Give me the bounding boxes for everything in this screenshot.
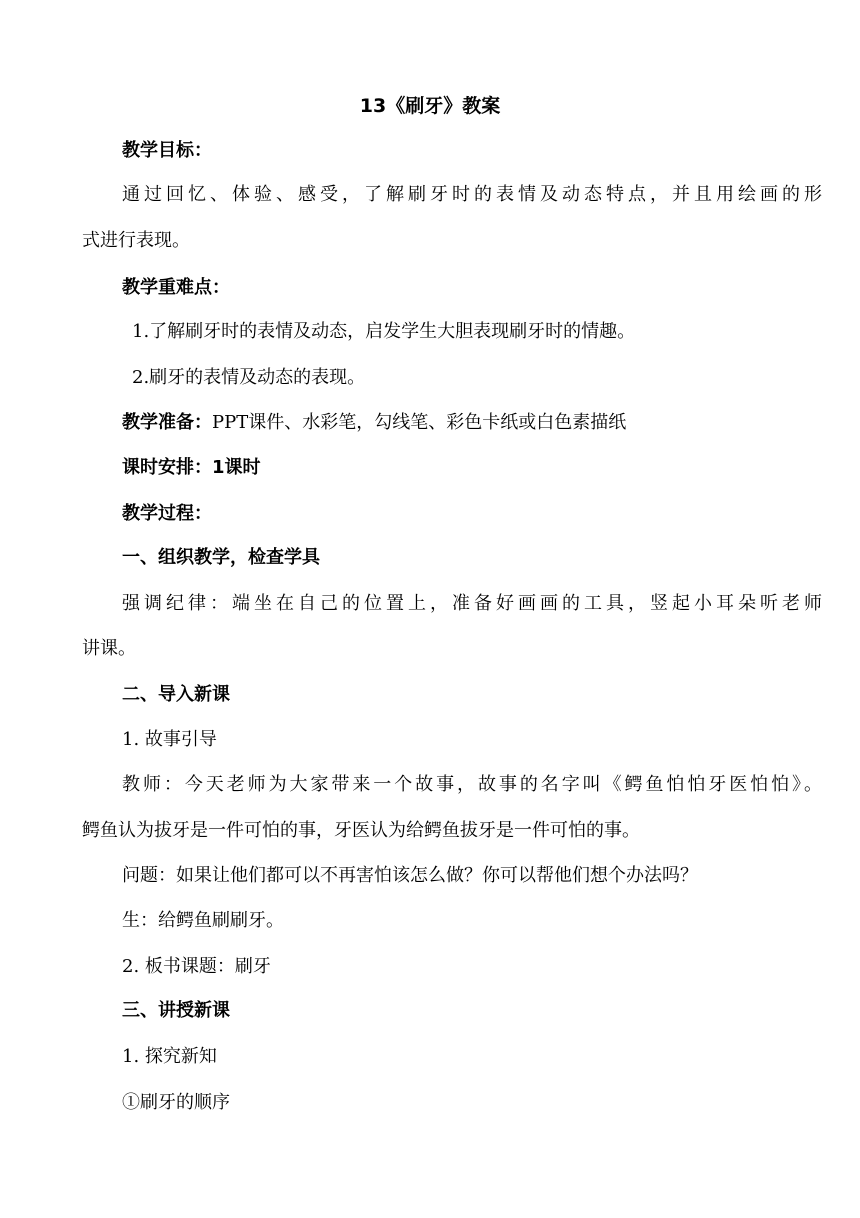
key-heading: 教学重难点： (122, 277, 230, 298)
process-heading: 教学过程： (122, 503, 212, 524)
section-1-heading: 一、组织教学，检查学具 (122, 547, 320, 568)
section-3-heading: 三、讲授新课 (122, 1000, 230, 1021)
section-2-teacher-line-1: 教师：今天老师为大家带来一个故事，故事的名字叫《鳄鱼怕怕牙医怕怕》。 (122, 774, 822, 795)
section-2-teacher-line-2: 鳄鱼认为拔牙是一件可怕的事，牙医认为给鳄鱼拔牙是一件可怕的事。 (82, 820, 640, 841)
key-point-1: 1.了解刷牙时的表情及动态，启发学生大胆表现刷牙时的情趣。 (132, 321, 636, 342)
schedule-text: 1课时 (212, 457, 261, 478)
goal-heading: 教学目标： (122, 140, 212, 161)
section-1-text-line-1: 强调纪律：端坐在自己的位置上，准备好画画的工具，竖起小耳朵听老师 (122, 593, 822, 614)
document-title: 13《刷牙》教案 (359, 95, 501, 117)
section-2-student: 生：给鳄鱼刷刷牙。 (122, 910, 284, 931)
key-point-2: 2.刷牙的表情及动态的表现。 (132, 367, 366, 388)
preparation-line (82, 409, 822, 437)
schedule-label: 课时安排： (122, 457, 212, 478)
section-2-heading: 二、导入新课 (122, 684, 230, 705)
section-2-item-1: 1. 故事引导 (122, 729, 217, 750)
section-2-question: 问题：如果让他们都可以不再害怕该怎么做？你可以帮他们想个办法吗？ (122, 865, 698, 886)
schedule-line (82, 454, 822, 482)
section-1-text-line-2: 讲课。 (82, 638, 136, 659)
goal-text-line-2: 式进行表现。 (82, 230, 190, 251)
preparation-label: 教学准备： (122, 412, 212, 433)
goal-text-line-1: 通过回忆、体验、感受，了解刷牙时的表情及动态特点，并且用绘画的形 (122, 184, 822, 205)
section-3-item-1: 1. 探究新知 (122, 1046, 217, 1067)
section-3-sub-1: ①刷牙的顺序 (122, 1092, 230, 1113)
preparation-text: PPT课件、水彩笔，勾线笔、彩色卡纸或白色素描纸 (212, 412, 627, 433)
section-2-item-2: 2. 板书课题：刷牙 (122, 956, 271, 977)
